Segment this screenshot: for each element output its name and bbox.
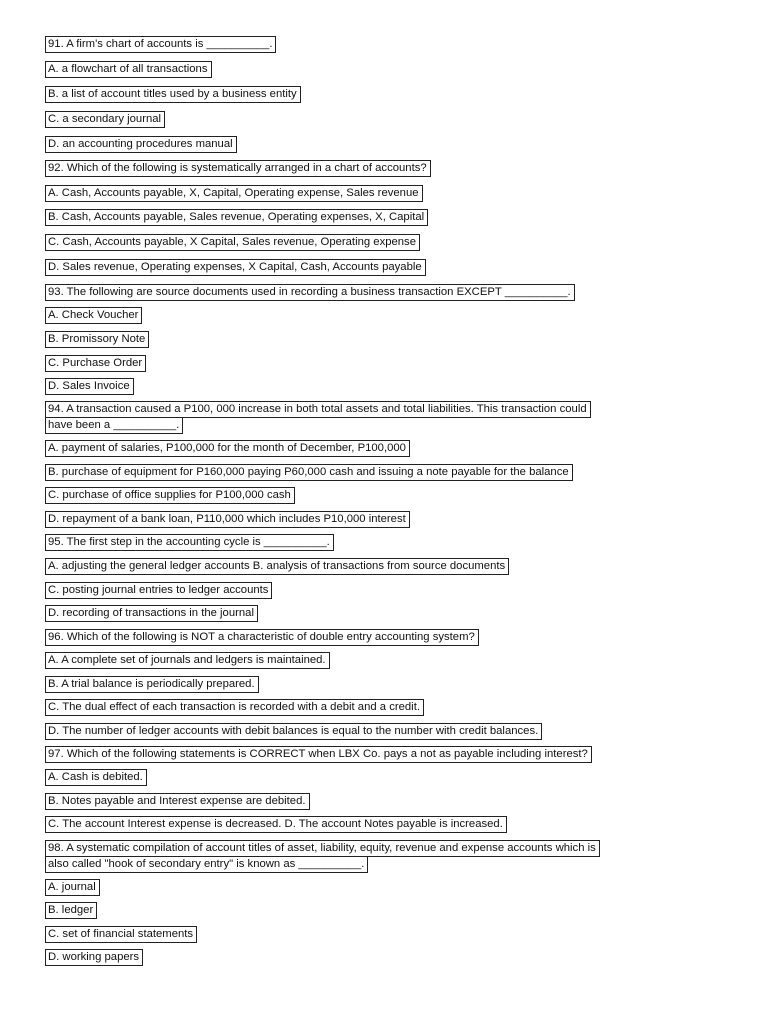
question-95-stem: 95. The first step in the accounting cycle is __________. [45, 534, 334, 551]
question-93-option-d: D. Sales Invoice [45, 378, 134, 395]
question-91-option-c: C. a secondary journal [45, 111, 165, 128]
question-91-option-b: B. a list of account titles used by a business entity [45, 86, 301, 103]
question-92-option-d: D. Sales revenue, Operating expenses, X Capital, Cash, Accounts payable [45, 259, 426, 276]
question-98-option-b: B. ledger [45, 902, 97, 919]
question-95-option-ab: A. adjusting the general ledger accounts B. analysis of transactions from source documents [45, 558, 509, 575]
question-94-option-a: A. payment of salaries, P100,000 for the month of December, P100,000 [45, 440, 410, 457]
question-92-option-b: B. Cash, Accounts payable, Sales revenue, Operating expenses, X, Capital [45, 209, 428, 226]
question-97-stem: 97. Which of the following statements is CORRECT when LBX Co. pays a not as payable including interest? [45, 746, 592, 763]
question-97-option-b: B. Notes payable and Interest expense are debited. [45, 793, 310, 810]
question-91-option-d: D. an accounting procedures manual [45, 136, 237, 153]
question-93-option-c: C. Purchase Order [45, 355, 146, 372]
question-96-option-c: C. The dual effect of each transaction is recorded with a debit and a credit. [45, 699, 424, 716]
question-94-stem [45, 401, 591, 434]
question-98-stem-line-2: also called "hook of secondary entry" is known as __________. [45, 856, 368, 873]
question-93-stem: 93. The following are source documents used in recording a business transaction EXCEPT __________. [45, 284, 575, 301]
question-96-stem: 96. Which of the following is NOT a characteristic of double entry accounting system? [45, 629, 479, 646]
question-93-option-b: B. Promissory Note [45, 331, 149, 348]
question-97-option-cd: C. The account Interest expense is decreased. D. The account Notes payable is increased. [45, 816, 507, 833]
question-92-option-a: A. Cash, Accounts payable, X, Capital, Operating expense, Sales revenue [45, 185, 423, 202]
question-93-option-a: A. Check Voucher [45, 307, 142, 324]
question-96-option-b: B. A trial balance is periodically prepared. [45, 676, 259, 693]
question-96-option-d: D. The number of ledger accounts with debit balances is equal to the number with credit balances. [45, 723, 542, 740]
question-98-option-d: D. working papers [45, 949, 143, 966]
question-91-stem: 91. A firm's chart of accounts is __________. [45, 36, 276, 53]
question-95-option-d: D. recording of transactions in the journal [45, 605, 258, 622]
question-97-option-a: A. Cash is debited. [45, 769, 147, 786]
question-92-stem: 92. Which of the following is systematically arranged in a chart of accounts? [45, 160, 431, 177]
question-94-option-b: B. purchase of equipment for P160,000 paying P60,000 cash and issuing a note payable for the balance [45, 464, 573, 481]
question-94-option-d: D. repayment of a bank loan, P110,000 which includes P10,000 interest [45, 511, 410, 528]
question-96-option-a: A. A complete set of journals and ledgers is maintained. [45, 652, 330, 669]
question-98-option-c: C. set of financial statements [45, 926, 197, 943]
question-91-option-a: A. a flowchart of all transactions [45, 61, 212, 78]
question-94-stem-line-2: have been a __________. [45, 417, 183, 434]
question-98-stem [45, 840, 600, 873]
question-94-option-c: C. purchase of office supplies for P100,000 cash [45, 487, 295, 504]
question-95-option-c: C. posting journal entries to ledger accounts [45, 582, 272, 599]
question-94-stem-line-1: 94. A transaction caused a P100, 000 increase in both total assets and total liabilities. This transaction could [45, 401, 591, 418]
question-98-option-a: A. journal [45, 879, 100, 896]
question-92-option-c: C. Cash, Accounts payable, X Capital, Sales revenue, Operating expense [45, 234, 420, 251]
question-98-stem-line-1: 98. A systematic compilation of account titles of asset, liability, equity, revenue and expense accounts which is [45, 840, 600, 857]
